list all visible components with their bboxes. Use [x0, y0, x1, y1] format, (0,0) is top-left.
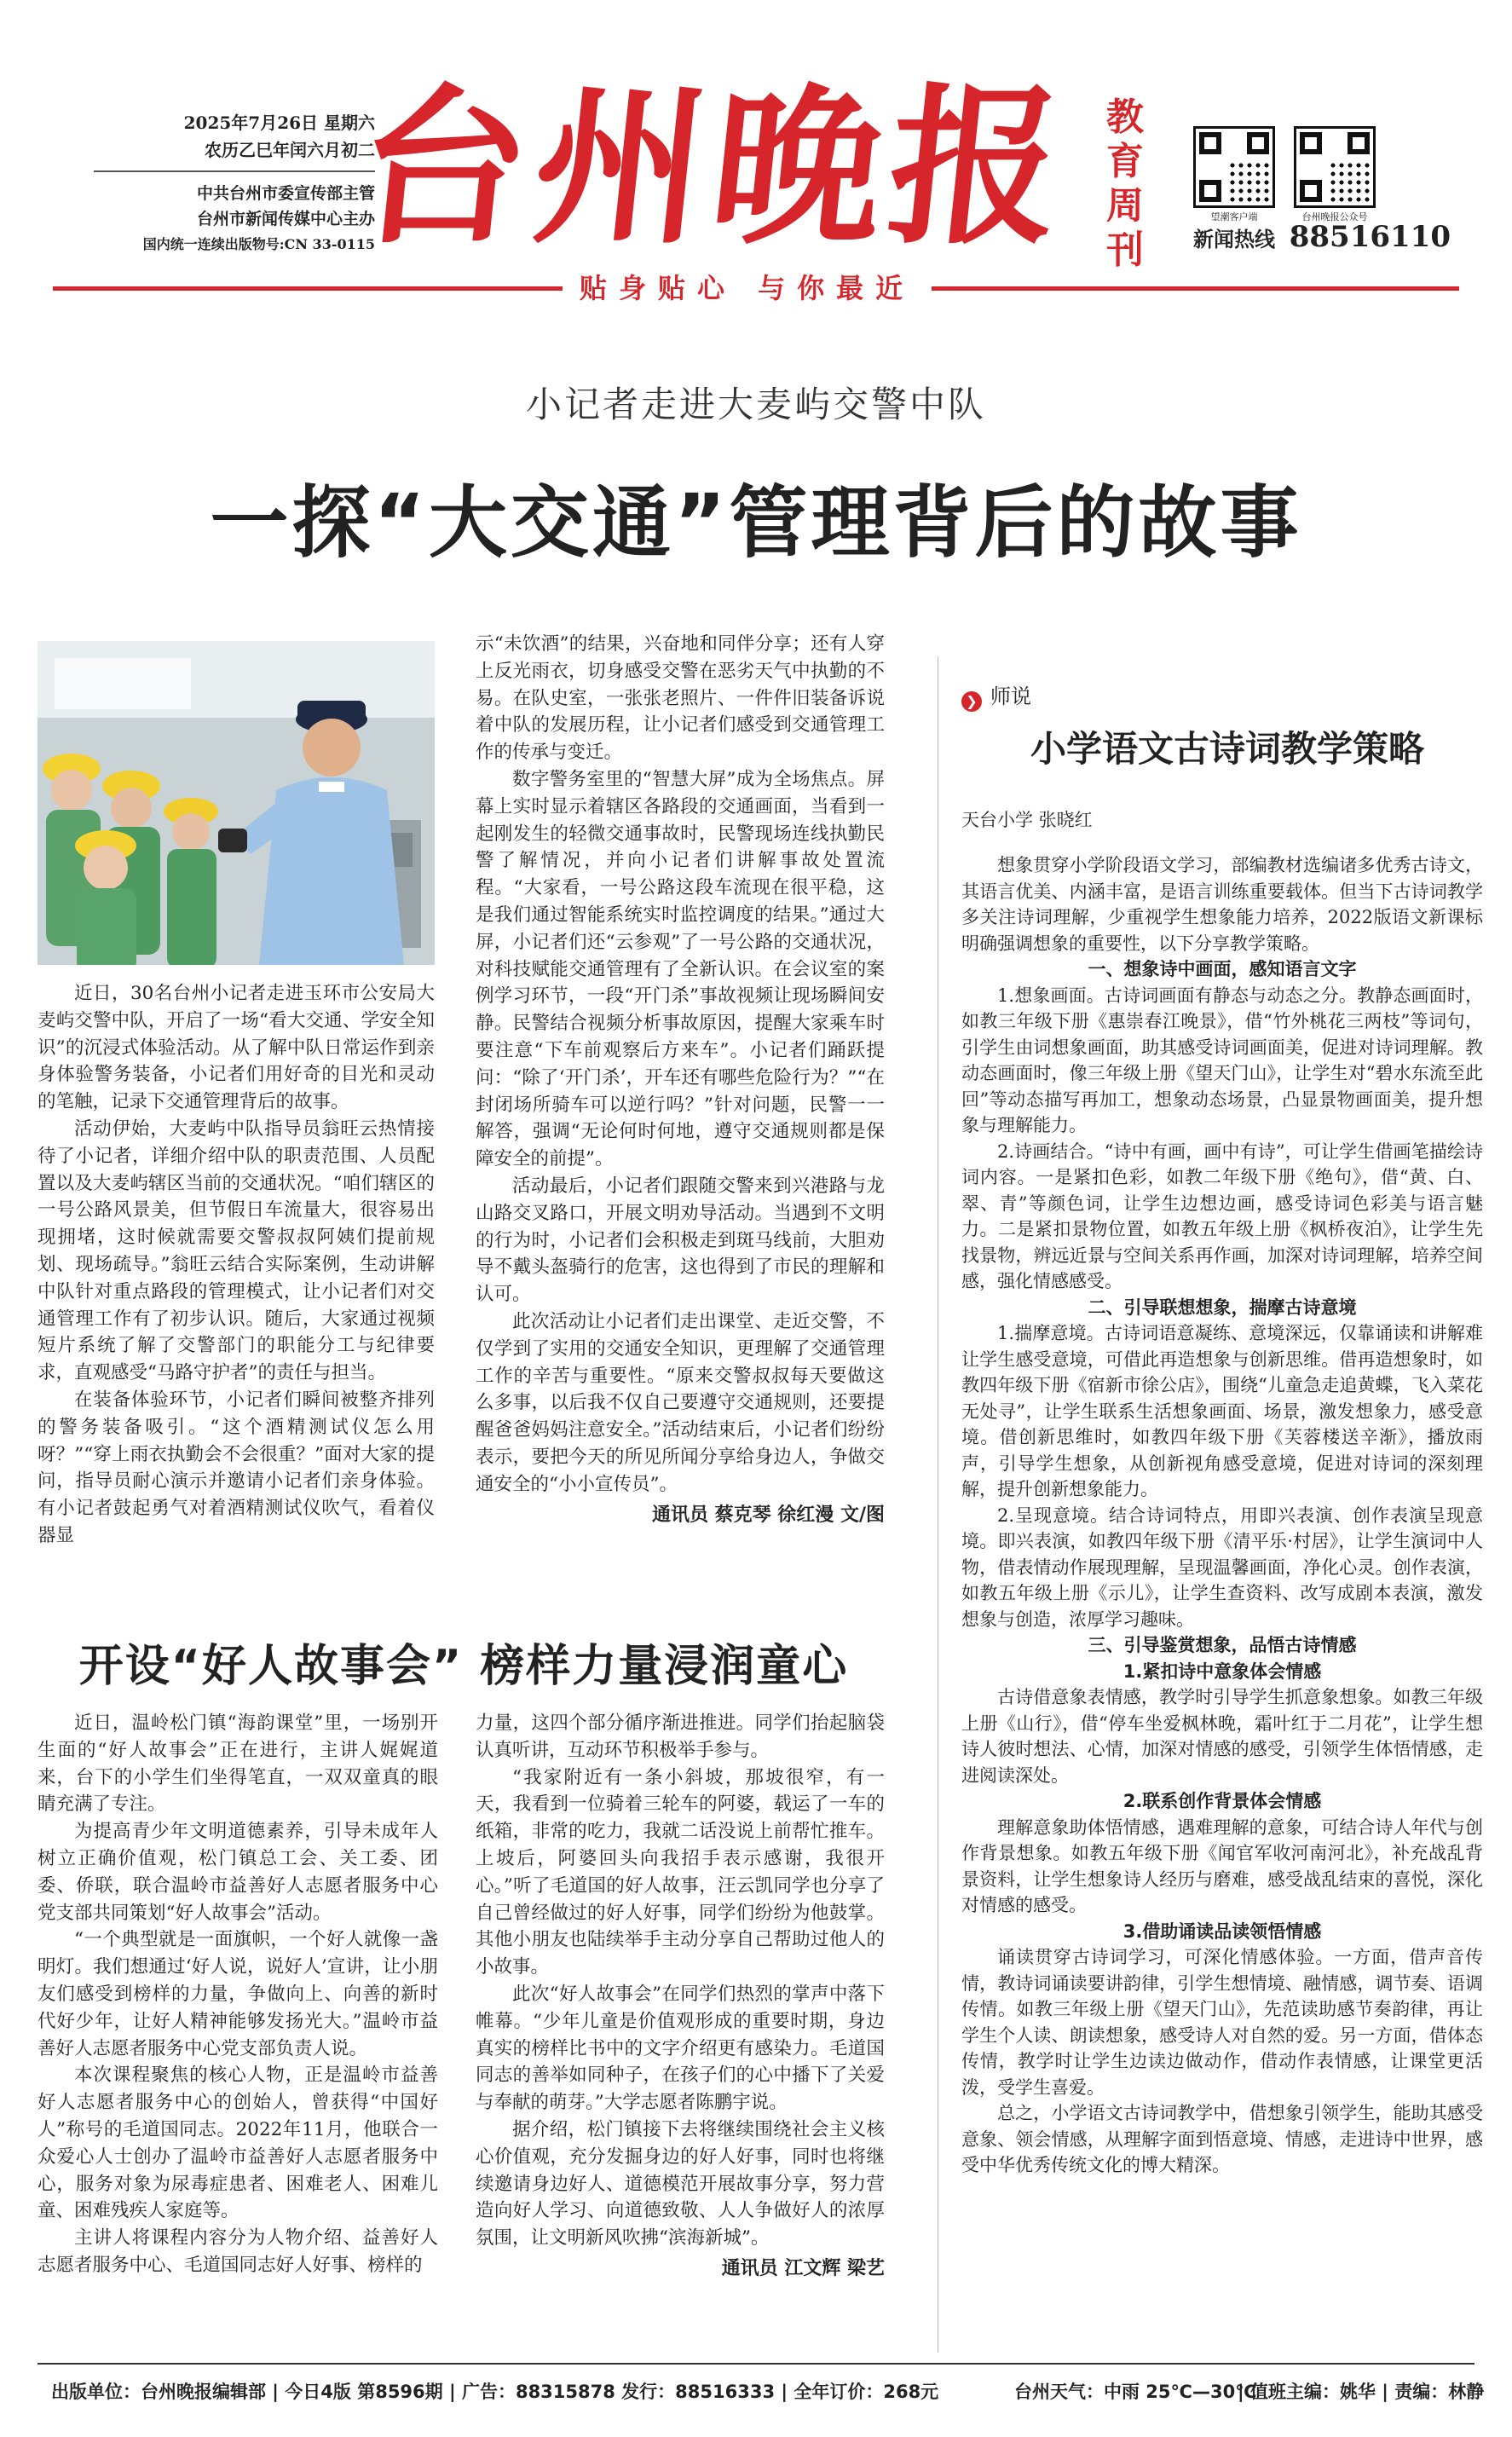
article3-body: [961, 852, 1483, 2179]
sponsor-line-2: 台州市新闻传媒中心主办: [196, 210, 375, 228]
article1-headline: 一探“大交通”管理背后的故事: [210, 477, 1302, 569]
paragraph: 1.想象画面。古诗词画面有静态与动态之分。教静态画面时，如教三年级下册《惠崇春江晚景》，借“竹外桃花三两枝”等词句，引学生由词想象画面，助其感受诗词画面美，促进对诗词理解。教动态画面时，像三年级上册《望天门山》，让学生对“碧水东流至此回”等动态描写再加工，想象动态场景，凸显景物画面美，提升想象与理解能力。: [961, 985, 1483, 1135]
section-heading: 二、引导联想想象，揣摩古诗意境: [1088, 1296, 1357, 1318]
paragraph: 数字警务室里的“智慧大屏”成为全场焦点。屏幕上实时显示着辖区各路段的交通画面，当看到一起刚发生的轻微交通事故时，民警现场连线执勤民警了解情况，并向小记者们讲解事故处置流程。“大家看，一号公路这段车流现在很平稳，这是我们通过智能系统实时监控调度的结果。”通过大屏，小记者们还“云参观”了一号公路的交通状况，对科技赋能交通管理有了全新认识。在会议室的案例学习环节，一段“开门杀”事故视频让现场瞬间安静。民警结合视频分析事故原因，提醒大家乘车时要注意“下车前观察后方来车”。小记者们踊跃提问：“除了‘开门杀’，开车还有哪些危险行为？”“在封闭场所骑车可以逆行吗？”针对问题，民警一一解答，强调“无论何时何地，遵守交通规则都是保障安全的前提”。: [476, 768, 885, 1170]
article2-byline: 通讯员 江文辉 梁艺: [721, 2257, 885, 2279]
paragraph: 据介绍，松门镇接下去将继续围绕社会主义核心价值观，充分发掘身边的好人好事，同时也将继续邀请身边好人、道德模范开展故事分享，努力营造向好人学习、向道德致敬、人人争做好人的浓厚氛围，让文明新风吹拂“滨海新城”。: [476, 2118, 885, 2249]
paragraph: 在装备体验环节，小记者们瞬间被整齐排列的警务装备吸引。“这个酒精测试仪怎么用呀？”“穿上雨衣执勤会不会很重？”面对大家的提问，指导员耐心演示并邀请小记者们亲身体验。有小记者鼓起勇气对着酒精测试仪吹气，看着仪器显: [38, 1389, 435, 1546]
article3-headline: 小学语文古诗词教学策略: [1030, 728, 1424, 770]
footer-rule: [38, 2363, 1474, 2365]
newspaper-title: 台州晚报: [347, 67, 1078, 268]
section-heading: 一、想象诗中画面，感知语言文字: [1088, 959, 1357, 979]
article1-photo: [38, 641, 435, 965]
paragraph: 想象贯穿小学阶段语文学习，部编教材选编诸多优秀古诗文，其语言优美、内涵丰富，是语言训练重要载体。但当下古诗词教学多关注诗词理解，少重视学生想象能力培养，2022版语文新课标明确强调想象的重要性，以下分享教学策略。: [961, 855, 1483, 954]
qr-code-app[interactable]: [1193, 126, 1275, 208]
paragraph: 此次“好人故事会”在同学们热烈的掌声中落下帷幕。“少年儿童是价值观形成的重要时期，身边真实的榜样比书中的文字介绍更有感染力。毛道国同志的善举如同种子，在孩子们的心中播下了关爱与奉献的萌芽。”大学志愿者陈鹏宇说。: [476, 1983, 885, 2114]
hotline-number: 88516110: [1289, 220, 1451, 254]
paragraph: “我家附近有一条小斜坡，那坡很窄，有一天，我看到一位骑着三轮车的阿婆，载运了一车的纸箱，非常的吃力，我就二话没说上前帮忙推车。上坡后，阿婆回头向我招手表示感谢，我很开心。”听了毛道国的好人故事，汪云凯同学也分享了自己曾经做过的好人好事，同学们纷纷为他鼓掌。其他小朋友也陆续举手主动分享自己帮助过他人的小故事。: [476, 1766, 885, 1978]
paragraph: 示“未饮酒”的结果，兴奋地和同伴分享；还有人穿上反光雨衣，切身感受交警在恶劣天气中执勤的不易。在队史室，一张张老照片、一件件旧装备诉说着中队的发展历程，让小记者们感受到交通管理工作的传承与变迁。: [476, 633, 885, 764]
paragraph: “一个典型就是一面旗帜，一个好人就像一盏明灯。我们想通过‘好人说，说好人’宣讲，让小朋友们感受到榜样的力量，争做向上、向善的新时代好少年，让好人精神能够发扬光大。”温岭市益善好人志愿者服务中心党支部负责人说。: [38, 1929, 438, 2059]
footer-editors: | 值班主编：姚华 | 责编：林静: [1238, 2382, 1485, 2402]
paragraph: 理解意象助体悟情感，遇难理解的意象，可结合诗人年代与创作背景想象。如教五年级下册《闻官军收河南河北》，补充战乱背景资料，让学生想象诗人经历与磨难，感受战乱结束的喜悦，深化对情感的感受。: [961, 1816, 1483, 1915]
issue-date: 2025年7月26日 星期六: [183, 113, 375, 133]
publication-number: 国内统一连续出版物号:CN 33-0115: [142, 236, 375, 252]
column-tag: [961, 679, 1031, 712]
edition-label: 教育周刊: [1106, 95, 1144, 272]
paragraph: 近日，30名台州小记者走进玉环市公安局大麦屿交警中队，开启了一场“看大交通、学安全知识”的沉浸式体验活动。从了解中队日常运作到亲身体验警务装备，小记者们用好奇的目光和灵动的笔触，记录下交通管理背后的故事。: [38, 983, 435, 1113]
news-hotline: [1193, 220, 1451, 254]
section-heading: 三、引导鉴赏想象，品悟古诗情感: [1088, 1635, 1357, 1655]
paragraph: 2.呈现意境。结合诗词特点，用即兴表演、创作表演呈现意境。即兴表演，如教四年级下册《清平乐·村居》，让学生演词中人物，借表情动作展现理解，呈现温馨画面，净化心灵。创作表演，如教五年级上册《示儿》，让学生查资料、改写成剧本表演，激发想象与创造，浓厚学习趣味。: [961, 1504, 1483, 1630]
section-heading: 3.借助诵读品读领悟情感: [1122, 1920, 1322, 1942]
article1-column-1: [38, 980, 435, 1550]
footer-weather: 台州天气：中雨 25℃—30℃: [1014, 2382, 1257, 2402]
section-heading: 2.联系创作背景体会情感: [1122, 1791, 1322, 1811]
qr-caption-wechat: 台州晚报公众号: [1301, 211, 1368, 222]
paragraph: 本次课程聚焦的核心人物，正是温岭市益善好人志愿者服务中心的创始人，曾获得“中国好人”称号的毛道国同志。2022年11月，他联合一众爱心人士创办了温岭市益善好人志愿者服务中心，服务对象为尿毒症患者、困难老人、困难儿童、困难残疾人家庭等。: [38, 2065, 438, 2222]
article1-byline: 通讯员 蔡克琴 徐红漫 文/图: [651, 1504, 885, 1526]
hotline-label: 新闻热线: [1193, 228, 1275, 251]
paragraph: 2.诗画结合。“诗中有画，画中有诗”，可让学生借画笔描绘诗词内容。一是紧扣色彩，如教二年级下册《绝句》，借“黄、白、翠、青”等颜色词，让学生边想边画，感受诗词色彩美与语言魅力。二是紧扣景物位置，如教五年级上册《枫桥夜泊》，让学生先找景物，辨远近景与空间关系再作画，加深对诗词理解，培养空间感，强化情感感受。: [961, 1141, 1483, 1291]
paragraph: 活动伊始，大麦屿中队指导员翁旺云热情接待了小记者，详细介绍中队的职责范围、人员配置以及大麦屿辖区当前的交通状况。“咱们辖区的一号公路风景美，但节假日车流量大，很容易出现拥堵，这时候就需要交警叔叔阿姨们提前规划、现场疏导。”翁旺云结合实际案例，生动讲解中队针对重点路段的管理模式，让小记者们对交通管理工作有了初步认识。随后，大家通过视频短片系统了解了交警部门的职能分工与纪律要求，直观感受“马路守护者”的责任与担当。: [38, 1117, 435, 1384]
qr-code-wechat[interactable]: [1294, 126, 1376, 208]
paragraph: 近日，温岭松门镇“海韵课堂”里，一场别开生面的“好人故事会”正在进行，主讲人娓娓道来，台下的小学生们坐得笔直，一双双童真的眼睛充满了专注。: [38, 1712, 438, 1816]
article2-column-1: [38, 1710, 438, 2279]
masthead-info: [94, 109, 375, 257]
paragraph: 活动最后，小记者们跟随交警来到兴港路与龙山路交叉路口，开展文明劝导活动。当遇到不文明的行为时，小记者们会积极走到斑马线前，大胆劝导不戴头盔骑行的危害，这也得到了市民的理解和认可。: [476, 1175, 885, 1306]
article3-author: 天台小学 张晓红: [961, 810, 1093, 830]
section-heading: 1.紧扣诗中意象体会情感: [1122, 1660, 1322, 1682]
paragraph: 力量，这四个部分循序渐进推进。同学们抬起脑袋认真听讲，互动环节积极举手参与。: [476, 1712, 885, 1761]
divider: [94, 170, 375, 172]
article1-column-2: [476, 631, 885, 1533]
qr-caption-app: 望潮客户端: [1210, 211, 1258, 222]
lunar-date: 农历乙巳年闰六月初二: [205, 140, 375, 160]
slogan: 贴身贴心 与你最近: [563, 271, 932, 305]
paragraph: 此次活动让小记者们走出课堂、走近交警，不仅学到了实用的交通安全知识，更理解了交通管理工作的辛苦与重要性。“原来交警叔叔每天要做这么多事，以后我不仅自己要遵守交通规则，还要提醒爸爸妈妈注意安全。”活动结束后，小记者们纷纷表示，要把今天的所见所闻分享给身边人，争做交通安全的“小小宣传员”。: [476, 1310, 885, 1495]
article1-kicker: 小记者走进大麦屿交警中队: [525, 384, 986, 425]
paragraph: 1.揣摩意境。古诗词语意凝练、意境深远，仅靠诵读和讲解难让学生感受意境，可借此再造想象与创新思维。借再造想象时，如教四年级下册《宿新市徐公店》，围绕“儿童急走追黄蝶，飞入菜花无处寻”，让学生联系生活想象画面、场景，激发想象力，感受意境。借创新思维时，如教四年级下册《芙蓉楼送辛渐》，播放雨声，引导学生想象，从创新视角感受意境，促进对诗词的深刻理解，提升创新想象能力。: [961, 1323, 1483, 1499]
article2-column-2: [476, 1710, 885, 2286]
newspaper-logo: [347, 61, 1078, 274]
chevron-right-icon: ❯: [961, 691, 982, 712]
paragraph: 主讲人将课程内容分为人物介绍、益善好人志愿者服务中心、毛道国同志好人好事、榜样的: [38, 2227, 438, 2276]
police-with-children-illustration: [38, 641, 435, 965]
sponsor-line-1: 中共台州市委宣传部主管: [196, 184, 375, 203]
paragraph: 古诗借意象表情感，教学时引导学生抓意象想象。如教三年级上册《山行》，借“停车坐爱枫林晚，霜叶红于二月花”，让学生想诗人彼时想法、心情，加深对情感的感受，引领学生体悟情感，走进阅读深处。: [961, 1687, 1483, 1786]
paragraph: 为提高青少年文明道德素养，引导未成年人树立正确价值观，松门镇总工会、关工委、团委、侨联，联合温岭市益善好人志愿者服务中心党支部共同策划“好人故事会”活动。: [38, 1821, 438, 1924]
paragraph: 总之，小学语文古诗词教学中，借想象引领学生，能助其感受意象、领会情感，从理解字面到悟意境、情感，走进诗中世界，感受中华优秀传统文化的博大精深。: [961, 2103, 1483, 2175]
footer-publisher: 出版单位：台州晚报编辑部 | 今日4版 第8596期 | 广告：88315878 发行：88516333 | 全年订价：268元: [51, 2382, 939, 2402]
paragraph: 诵读贯穿古诗词学习，可深化情感体验。一方面，借声音传情，教诗词诵读要讲韵律，引学生想情境、融情感，调节奏、语调传情。如教三年级上册《望天门山》，先范读助感节奏韵律，再让学生个人读、朗读想象，感受诗人对自然的爱。另一方面，借体态传情，教学时让学生边读边做动作，借动作表情感，让课堂更活泼，受学生喜爱。: [961, 1947, 1483, 2098]
article2-headline: 开设“好人故事会” 榜样力量浸润童心: [78, 1641, 849, 1692]
column-tag-label: 师说: [990, 684, 1031, 708]
